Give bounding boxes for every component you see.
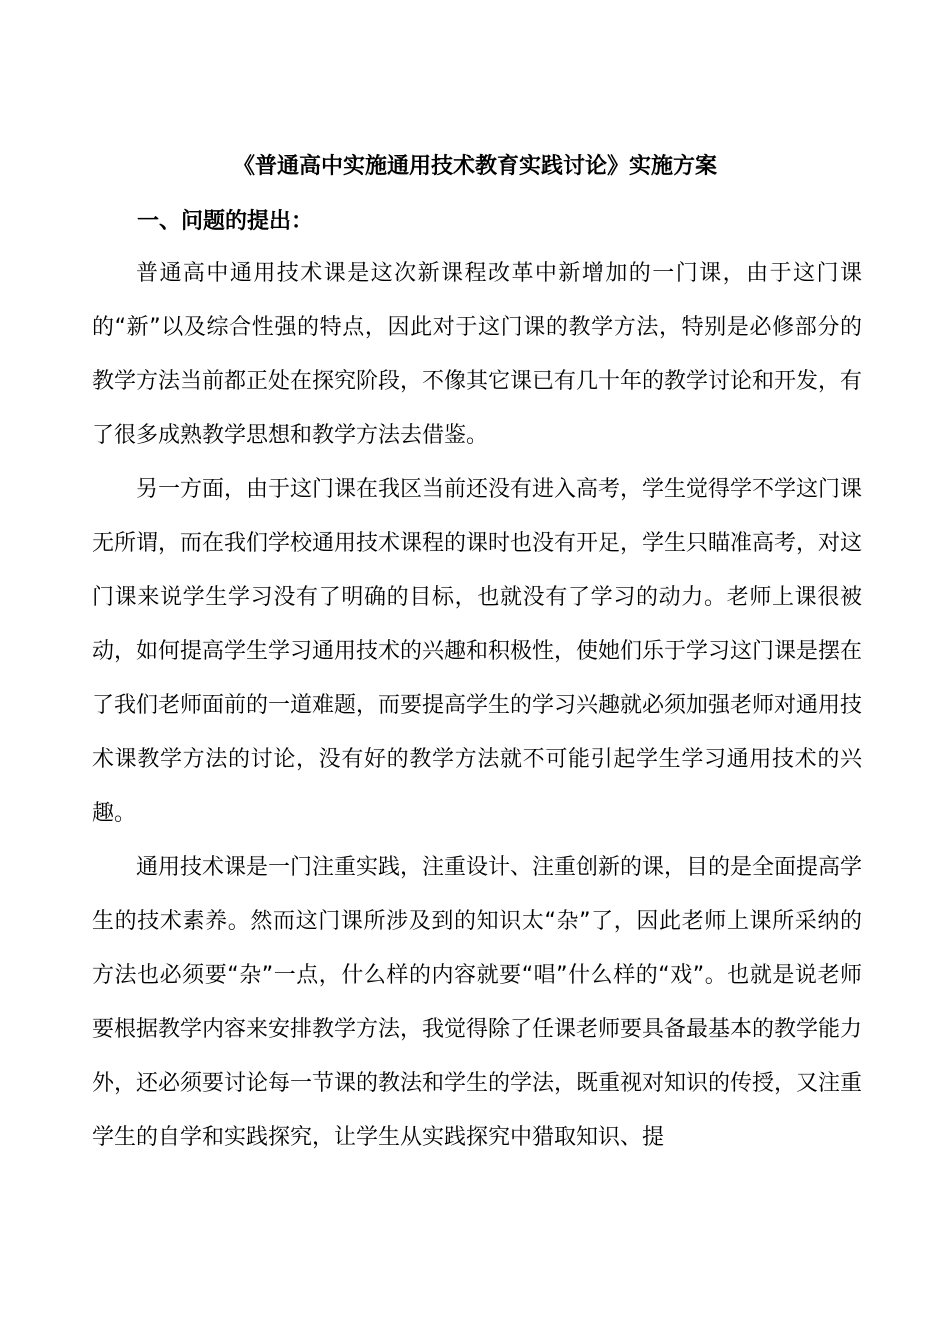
paragraph-3: 通用技术课是一门注重实践，注重设计、注重创新的课，目的是全面提高学生的技术素养。然而这门课所涉及到的知识太“杂”了，因此老师上课所采纳的方法也必须要“杂”一点，什么样的内容就要“唱”什么样的“戏”。也就是说老师要根据教学内容来安排教学方法，我觉得除了任课老师要具备最基本的教学能力外，还必须要讨论每一节课的教法和学生的学法，既重视对知识的传授，又注重学生的自学和实践探究，让学生从实践探究中猎取知识、提	[92, 855, 863, 1150]
section-heading: 一、问题的提出：	[137, 209, 314, 234]
document-title: 《普通高中实施通用技术教育实践讨论》实施方案	[232, 154, 717, 179]
paragraph-1: 普通高中通用技术课是这次新课程改革中新增加的一门课，由于这门课的“新”以及综合性强的特点，因此对于这门课的教学方法，特别是必修部分的教学方法当前都正处在探究阶段，不像其它课已有几十年的教学讨论和开发，有了很多成熟教学思想和教学方法去借鉴。	[92, 261, 863, 448]
paragraph-2: 另一方面，由于这门课在我区当前还没有进入高考，学生觉得学不学这门课无所谓，而在我们学校通用技术课程的课时也没有开足，学生只瞄准高考，对这门课来说学生学习没有了明确的目标，也就没有了学习的动力。老师上课很被动，如何提高学生学习通用技术的兴趣和积极性，使她们乐于学习这门课是摆在了我们老师面前的一道难题，而要提高学生的学习兴趣就必须加强老师对通用技术课教学方法的讨论，没有好的教学方法就不可能引起学生学习通用技术的兴趣。	[92, 477, 863, 826]
